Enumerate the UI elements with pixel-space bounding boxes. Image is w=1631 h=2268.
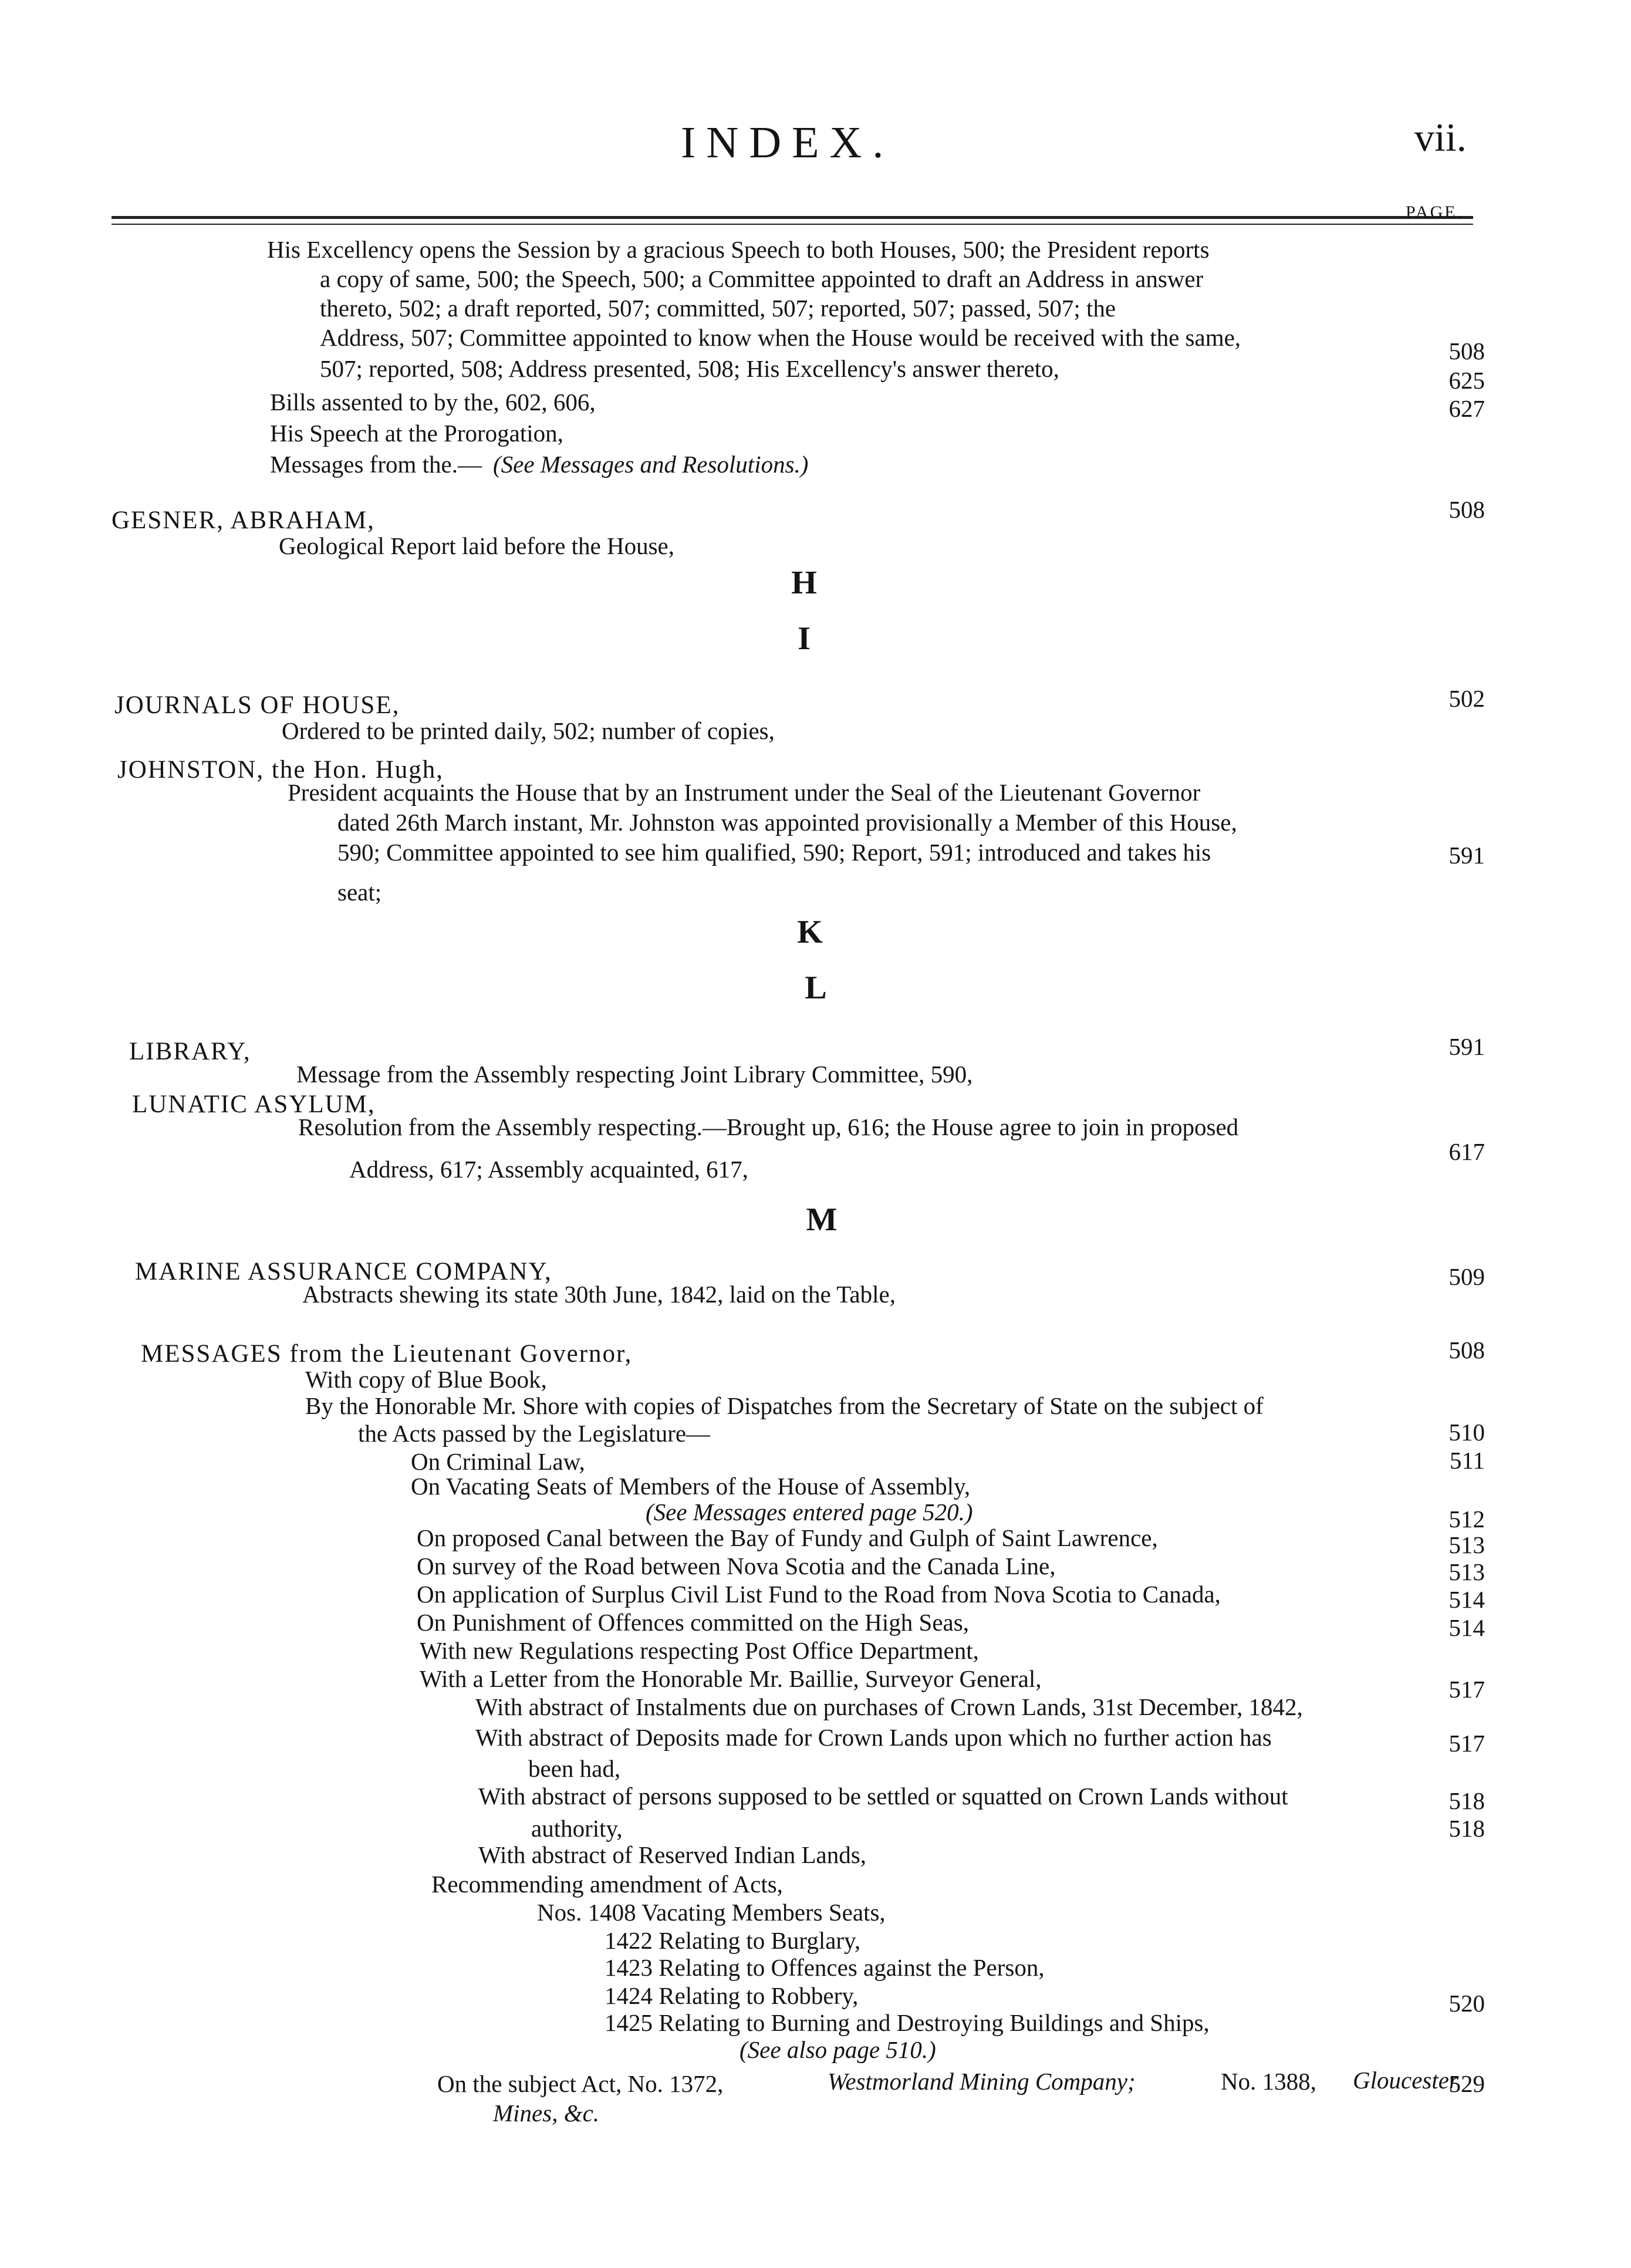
- index-entry-line: 1423 Relating to Offences against the Person,: [605, 1954, 1045, 1981]
- index-entry-italic: Mines, &c.: [493, 2100, 600, 2127]
- index-entry-line: 590; Committee appointed to see him qualified, 590; Report, 591; introduced and takes his: [337, 839, 1211, 866]
- page-reference: 627: [1448, 395, 1485, 422]
- index-entry-italic: (See Messages entered page 520.): [646, 1499, 973, 1526]
- index-heading: JOHNSTON, the Hon. Hugh,: [117, 756, 444, 784]
- page-number: vii.: [1414, 115, 1467, 160]
- index-entry-line: Address, 617; Assembly acquainted, 617,: [349, 1156, 748, 1183]
- index-entry-italic: Gloucester: [1353, 2067, 1458, 2094]
- page-reference: 625: [1448, 367, 1485, 394]
- index-entry-line: Resolution from the Assembly respecting.—Brought up, 616; the House agree to join in proposed: [298, 1113, 1239, 1140]
- page-reference: 509: [1448, 1263, 1485, 1290]
- page-reference: 514: [1448, 1586, 1485, 1613]
- index-entry-line: Nos. 1408 Vacating Members Seats,: [537, 1899, 886, 1926]
- index-entry-line: 1424 Relating to Robbery,: [605, 1982, 859, 2009]
- page-reference: 511: [1450, 1447, 1485, 1474]
- index-entry-line: Bills assented to by the, 602, 606,: [270, 389, 596, 416]
- index-entry-italic: Westmorland Mining Company;: [828, 2068, 1136, 2095]
- page-reference: 513: [1448, 1558, 1485, 1585]
- index-entry-line: On Vacating Seats of Members of the House of Assembly,: [411, 1473, 971, 1500]
- index-entry-line: dated 26th March instant, Mr. Johnston was appointed provisionally a Member of this House,: [337, 809, 1237, 836]
- index-entry-line: On Punishment of Offences committed on the High Seas,: [417, 1609, 969, 1636]
- page-reference: 518: [1448, 1815, 1485, 1842]
- index-entry-line: On Criminal Law,: [411, 1448, 585, 1475]
- page-reference: 513: [1448, 1531, 1485, 1558]
- index-entry-line: President acquaints the House that by an Instrument under the Seal of the Lieutenant Governor: [288, 779, 1201, 806]
- index-entry-line: With abstract of Instalments due on purchases of Crown Lands, 31st December, 1842,: [475, 1693, 1303, 1720]
- index-entry-line: 1425 Relating to Burning and Destroying Buildings and Ships,: [605, 2009, 1210, 2036]
- index-entry-line: His Excellency opens the Session by a gracious Speech to both Houses, 500; the President reports: [267, 236, 1210, 263]
- index-heading: LUNATIC ASYLUM,: [132, 1091, 376, 1118]
- index-entry-line: Geological Report laid before the House,: [279, 532, 674, 559]
- index-entry-line: Recommending amendment of Acts,: [431, 1871, 783, 1898]
- index-entry-line: Messages from the.—: [270, 451, 482, 478]
- section-letter: L: [805, 970, 827, 1006]
- page-reference: 512: [1448, 1506, 1485, 1533]
- index-entry-line: On application of Surplus Civil List Fund to the Road from Nova Scotia to Canada,: [417, 1581, 1221, 1608]
- page-reference: 514: [1448, 1614, 1485, 1641]
- header-rule-thick: [112, 216, 1473, 219]
- page-reference: 502: [1448, 685, 1485, 712]
- index-entry-line: With copy of Blue Book,: [305, 1366, 547, 1393]
- index-entry-line: seat;: [337, 879, 382, 906]
- index-entry-line: With a Letter from the Honorable Mr. Baillie, Surveyor General,: [420, 1665, 1042, 1692]
- index-entry-line: By the Honorable Mr. Shore with copies of Dispatches from the Secretary of State on the subject of: [305, 1392, 1264, 1419]
- index-entry-line: On survey of the Road between Nova Scotia and the Canada Line,: [417, 1553, 1056, 1580]
- index-heading: LIBRARY,: [129, 1038, 251, 1065]
- page-reference: 517: [1448, 1676, 1485, 1703]
- section-letter: M: [806, 1202, 838, 1238]
- index-heading: MARINE ASSURANCE COMPANY,: [135, 1258, 552, 1285]
- page-reference: 508: [1448, 496, 1485, 523]
- page-reference: 508: [1448, 1337, 1485, 1364]
- index-heading: GESNER, ABRAHAM,: [112, 507, 375, 534]
- header-rule-thin: [112, 224, 1473, 225]
- page-reference: 591: [1448, 842, 1485, 869]
- index-entry-line: On proposed Canal between the Bay of Fundy and Gulph of Saint Lawrence,: [417, 1524, 1158, 1551]
- index-entry-line: Abstracts shewing its state 30th June, 1842, laid on the Table,: [302, 1281, 896, 1308]
- page-reference: 520: [1448, 1990, 1485, 2017]
- index-entry-line: Message from the Assembly respecting Joint Library Committee, 590,: [296, 1061, 973, 1088]
- index-entry-line: With abstract of persons supposed to be settled or squatted on Crown Lands without: [478, 1783, 1288, 1810]
- index-entry-italic: (See also page 510.): [739, 2036, 936, 2063]
- index-entry-line: With new Regulations respecting Post Office Department,: [420, 1637, 979, 1664]
- page-reference: 510: [1448, 1419, 1485, 1446]
- section-letter: H: [791, 565, 817, 601]
- page-reference: 517: [1448, 1730, 1485, 1757]
- page-reference: 529: [1448, 2070, 1485, 2097]
- index-entry-line: No. 1388,: [1221, 2068, 1316, 2095]
- index-entry-line: On the subject Act, No. 1372,: [437, 2070, 724, 2097]
- page-reference: 617: [1448, 1138, 1485, 1165]
- index-entry-italic: (See Messages and Resolutions.): [493, 451, 809, 478]
- page-reference: 518: [1448, 1787, 1485, 1814]
- index-entry-line: authority,: [531, 1815, 623, 1842]
- index-entry-line: Address, 507; Committee appointed to know when the House would be received with the same,: [320, 324, 1241, 351]
- index-entry-line: His Speech at the Prorogation,: [270, 420, 563, 447]
- index-heading: MESSAGES from the Lieutenant Governor,: [141, 1340, 633, 1368]
- index-entry-line: Ordered to be printed daily, 502; number of copies,: [282, 717, 775, 744]
- section-letter: K: [797, 914, 823, 950]
- index-entry-line: the Acts passed by the Legislature—: [358, 1420, 711, 1447]
- index-heading: JOURNALS OF HOUSE,: [114, 691, 400, 719]
- page-reference: 591: [1448, 1033, 1485, 1060]
- index-entry-line: With abstract of Deposits made for Crown Lands upon which no further action has: [475, 1724, 1272, 1751]
- index-entry-line: thereto, 502; a draft reported, 507; committed, 507; reported, 507; passed, 507; the: [320, 295, 1116, 322]
- page-reference: 508: [1448, 338, 1485, 365]
- index-entry-line: 1422 Relating to Burglary,: [605, 1927, 861, 1954]
- index-entry-line: With abstract of Reserved Indian Lands,: [478, 1841, 866, 1868]
- page-title: INDEX.: [681, 118, 894, 167]
- index-entry-line: a copy of same, 500; the Speech, 500; a Committee appointed to draft an Address in answer: [320, 265, 1204, 292]
- index-entry-line: 507; reported, 508; Address presented, 508; His Excellency's answer thereto,: [320, 355, 1059, 382]
- section-letter: I: [798, 620, 811, 657]
- page-column-label: PAGE.: [1406, 203, 1464, 222]
- index-entry-line: been had,: [528, 1755, 621, 1782]
